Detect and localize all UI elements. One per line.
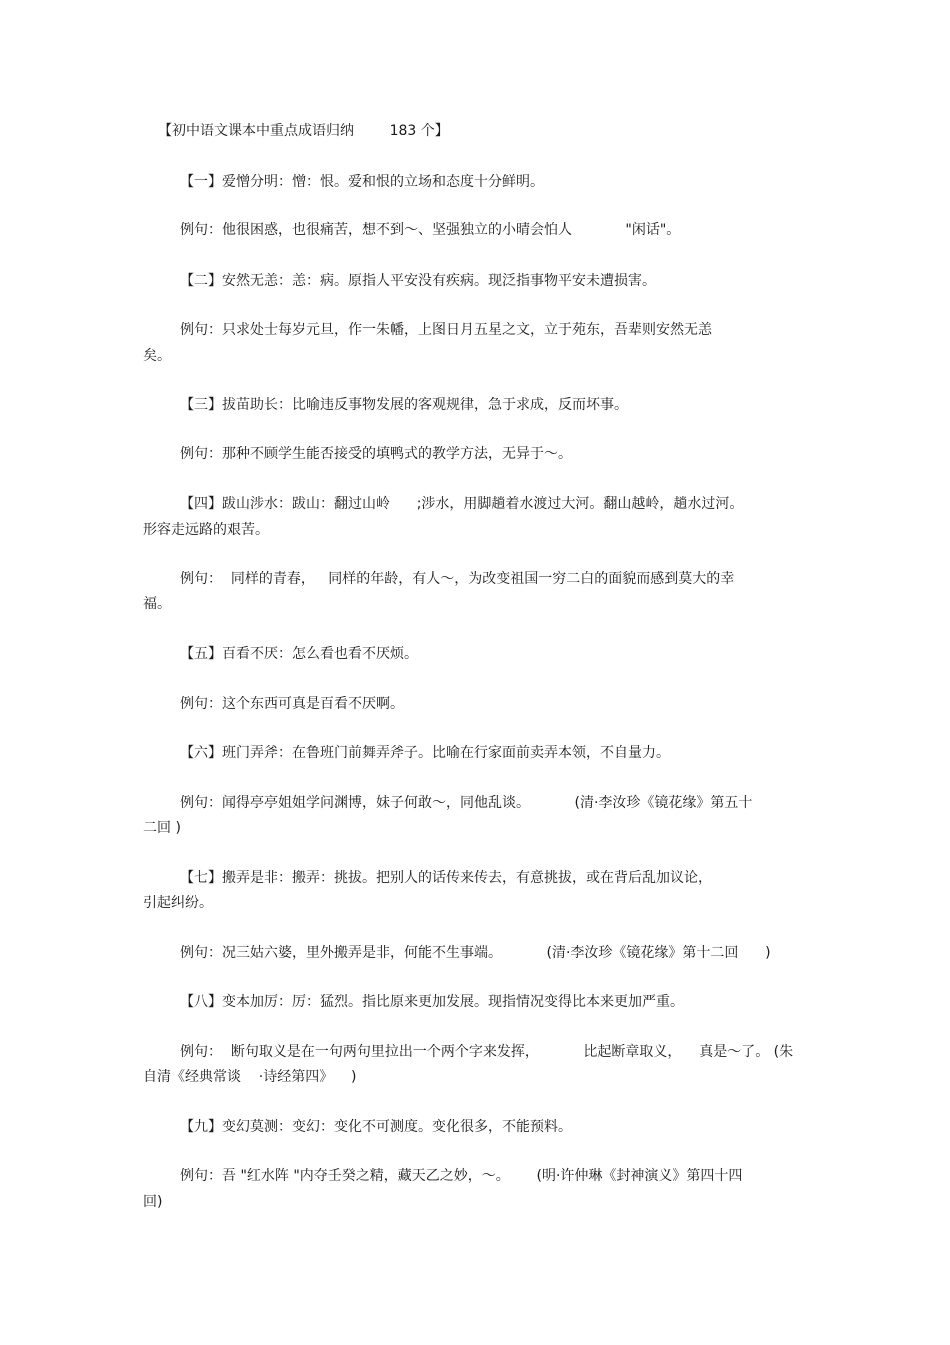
entry-7-definition-cont: 引起纠纷。 [143, 895, 213, 911]
entry-6-example: 例句：闻得亭亭姐姐学问渊博，妹子何敢～，同他乱谈。 (清·李汝珍《镜花缘》第五十 [180, 795, 753, 811]
entry-9-definition: 【九】变幻莫测：变幻：变化不可测度。变化很多，不能预料。 [180, 1119, 572, 1135]
entry-2-example-cont: 矣。 [143, 348, 171, 364]
entry-9-example: 例句：吾 "红水阵 "内夺壬癸之精，藏天乙之妙，～。 (明·许仲琳《封神演义》第四十四 [180, 1168, 743, 1184]
entry-4-definition: 【四】跋山涉水：跋山：翻过山岭 ;涉水，用脚趟着水渡过大河。翻山越岭，趟水过河。 [180, 496, 744, 512]
entry-6-definition: 【六】班门弄斧：在鲁班门前舞弄斧子。比喻在行家面前卖弄本领，不自量力。 [180, 745, 670, 761]
entry-4-example-cont: 福。 [143, 596, 171, 612]
entry-4-example: 例句： 同样的青春， 同样的年龄，有人～，为改变祖国一穷二白的面貌而感到莫大的幸 [180, 571, 735, 587]
document-title: 【初中语文课本中重点成语归纳 183 个】 [158, 123, 449, 139]
entry-7-example: 例句：况三姑六婆，里外搬弄是非，何能不生事端。 (清·李汝珍《镜花缘》第十二回 ) [180, 945, 771, 961]
entry-2-definition: 【二】安然无恙：恙：病。原指人平安没有疾病。现泛指事物平安未遭损害。 [180, 273, 656, 289]
entry-2-example: 例句：只求处士每岁元旦，作一朱幡，上图日月五星之文，立于苑东，吾辈则安然无恙 [180, 322, 712, 338]
entry-1-example: 例句：他很困惑，也很痛苦，想不到～、坚强独立的小晴会怕人 "闲话"。 [180, 222, 681, 238]
entry-8-example: 例句： 断句取义是在一句两句里拉出一个两个字来发挥， 比起断章取义， 真是～了。 (朱 [180, 1044, 794, 1060]
entry-1-definition: 【一】爱憎分明：憎：恨。爱和恨的立场和态度十分鲜明。 [180, 174, 544, 190]
entry-9-example-cont: 回) [143, 1194, 163, 1210]
entry-5-example: 例句：这个东西可真是百看不厌啊。 [180, 696, 404, 712]
entry-3-example: 例句：那种不顾学生能否接受的填鸭式的教学方法，无异于～。 [180, 446, 572, 462]
entry-7-definition: 【七】搬弄是非：搬弄：挑拔。把别人的话传来传去，有意挑拔，或在背后乱加议论， [180, 870, 712, 886]
entry-8-example-cont: 自清《经典常谈 ·诗经第四》 ) [143, 1069, 357, 1085]
entry-4-definition-cont: 形容走远路的艰苦。 [143, 522, 269, 538]
entry-3-definition: 【三】拔苗助长：比喻违反事物发展的客观规律，急于求成，反而坏事。 [180, 397, 628, 413]
entry-8-definition: 【八】变本加厉：厉：猛烈。指比原来更加发展。现指情况变得比本来更加严重。 [180, 994, 684, 1010]
entry-5-definition: 【五】百看不厌：怎么看也看不厌烦。 [180, 646, 418, 662]
entry-6-example-cont: 二回 ) [143, 820, 181, 836]
